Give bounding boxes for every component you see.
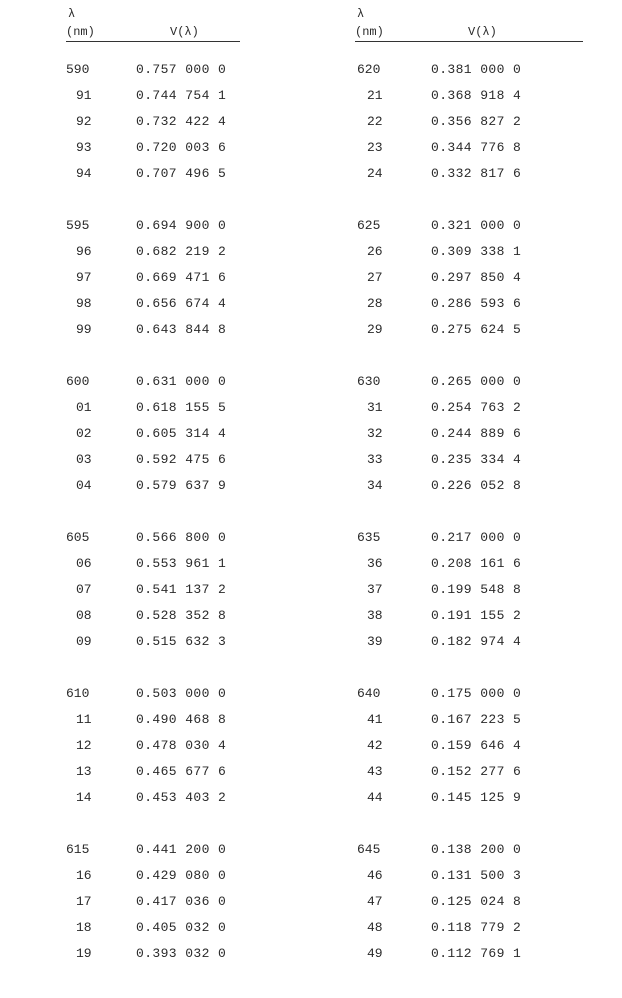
wavelength-cell: 99 [76, 322, 92, 337]
wavelength-cell: 635 [357, 530, 381, 545]
wavelength-cell: 44 [367, 790, 383, 805]
luminosity-value-cell: 0.553 961 1 [136, 556, 227, 571]
wavelength-cell: 36 [367, 556, 383, 571]
luminosity-value-cell: 0.125 024 8 [431, 894, 522, 909]
right-table-body [355, 62, 591, 998]
wavelength-cell: 33 [367, 452, 383, 467]
row-group [66, 686, 316, 816]
header-rule [66, 41, 240, 42]
wavelength-cell: 96 [76, 244, 92, 259]
table-row [66, 764, 316, 790]
table-row [66, 790, 316, 816]
wavelength-cell: 02 [76, 426, 92, 441]
wavelength-cell: 590 [66, 62, 90, 77]
luminosity-value-cell: 0.191 155 2 [431, 608, 522, 623]
table-row [66, 88, 316, 114]
luminosity-value-cell: 0.356 827 2 [431, 114, 522, 129]
unit-label: (nm) [66, 25, 95, 39]
table-row [355, 426, 591, 452]
value-label: V(λ) [170, 25, 199, 39]
lambda-symbol: λ [357, 7, 365, 21]
table-row [355, 712, 591, 738]
luminosity-value-cell: 0.490 468 8 [136, 712, 227, 727]
wavelength-cell: 42 [367, 738, 383, 753]
wavelength-cell: 595 [66, 218, 90, 233]
luminosity-value-cell: 0.208 161 6 [431, 556, 522, 571]
wavelength-cell: 615 [66, 842, 90, 857]
table-row [66, 478, 316, 504]
table-row [355, 114, 591, 140]
luminosity-value-cell: 0.453 403 2 [136, 790, 227, 805]
table-row [66, 296, 316, 322]
wavelength-cell: 32 [367, 426, 383, 441]
luminosity-value-cell: 0.152 277 6 [431, 764, 522, 779]
row-group [66, 374, 316, 504]
table-row [355, 530, 591, 556]
luminosity-value-cell: 0.226 052 8 [431, 478, 522, 493]
row-group [355, 374, 591, 504]
row-group [66, 218, 316, 348]
luminosity-value-cell: 0.159 646 4 [431, 738, 522, 753]
row-group [355, 62, 591, 192]
row-group [355, 842, 591, 972]
table-row [66, 556, 316, 582]
luminosity-value-cell: 0.669 471 6 [136, 270, 227, 285]
luminosity-value-cell: 0.199 548 8 [431, 582, 522, 597]
wavelength-cell: 29 [367, 322, 383, 337]
luminosity-value-cell: 0.566 800 0 [136, 530, 227, 545]
wavelength-cell: 31 [367, 400, 383, 415]
table-row [66, 322, 316, 348]
table-row [355, 686, 591, 712]
table-row [355, 634, 591, 660]
wavelength-cell: 34 [367, 478, 383, 493]
luminosity-value-cell: 0.732 422 4 [136, 114, 227, 129]
table-row [66, 140, 316, 166]
wavelength-cell: 14 [76, 790, 92, 805]
wavelength-cell: 03 [76, 452, 92, 467]
wavelength-cell: 46 [367, 868, 383, 883]
luminosity-value-cell: 0.441 200 0 [136, 842, 227, 857]
wavelength-cell: 43 [367, 764, 383, 779]
wavelength-cell: 24 [367, 166, 383, 181]
luminosity-value-cell: 0.118 779 2 [431, 920, 522, 935]
luminosity-value-cell: 0.720 003 6 [136, 140, 227, 155]
wavelength-cell: 92 [76, 114, 92, 129]
luminosity-value-cell: 0.182 974 4 [431, 634, 522, 649]
table-row [66, 582, 316, 608]
wavelength-cell: 37 [367, 582, 383, 597]
luminosity-value-cell: 0.167 223 5 [431, 712, 522, 727]
table-row [355, 62, 591, 88]
row-group [355, 218, 591, 348]
table-row [355, 244, 591, 270]
table-row [355, 140, 591, 166]
table-row [355, 400, 591, 426]
table-row [355, 582, 591, 608]
luminosity-value-cell: 0.368 918 4 [431, 88, 522, 103]
table-row [355, 478, 591, 504]
luminosity-value-cell: 0.515 632 3 [136, 634, 227, 649]
wavelength-cell: 610 [66, 686, 90, 701]
wavelength-cell: 21 [367, 88, 383, 103]
table-row [66, 842, 316, 868]
wavelength-cell: 48 [367, 920, 383, 935]
table-row [355, 270, 591, 296]
table-row [66, 426, 316, 452]
luminosity-value-cell: 0.528 352 8 [136, 608, 227, 623]
luminosity-value-cell: 0.405 032 0 [136, 920, 227, 935]
luminosity-value-cell: 0.332 817 6 [431, 166, 522, 181]
wavelength-cell: 640 [357, 686, 381, 701]
wavelength-cell: 625 [357, 218, 381, 233]
table-row [66, 166, 316, 192]
unit-label: (nm) [355, 25, 384, 39]
wavelength-cell: 09 [76, 634, 92, 649]
table-row [355, 452, 591, 478]
table-row [355, 322, 591, 348]
wavelength-cell: 49 [367, 946, 383, 961]
luminosity-value-cell: 0.131 500 3 [431, 868, 522, 883]
wavelength-cell: 11 [76, 712, 92, 727]
wavelength-cell: 91 [76, 88, 92, 103]
wavelength-cell: 97 [76, 270, 92, 285]
table-row [66, 218, 316, 244]
wavelength-cell: 19 [76, 946, 92, 961]
luminosity-value-cell: 0.381 000 0 [431, 62, 522, 77]
luminosity-value-cell: 0.175 000 0 [431, 686, 522, 701]
right-table-header [355, 7, 591, 43]
wavelength-cell: 39 [367, 634, 383, 649]
luminosity-value-cell: 0.579 637 9 [136, 478, 227, 493]
header-rule [355, 41, 583, 42]
luminosity-value-cell: 0.605 314 4 [136, 426, 227, 441]
wavelength-cell: 22 [367, 114, 383, 129]
luminosity-value-cell: 0.275 624 5 [431, 322, 522, 337]
luminosity-value-cell: 0.417 036 0 [136, 894, 227, 909]
table-row [66, 400, 316, 426]
table-row [355, 868, 591, 894]
luminosity-value-cell: 0.682 219 2 [136, 244, 227, 259]
table-row [66, 244, 316, 270]
wavelength-cell: 17 [76, 894, 92, 909]
table-row [66, 270, 316, 296]
luminosity-value-cell: 0.344 776 8 [431, 140, 522, 155]
table-row [66, 894, 316, 920]
wavelength-cell: 23 [367, 140, 383, 155]
wavelength-cell: 06 [76, 556, 92, 571]
wavelength-cell: 94 [76, 166, 92, 181]
row-group [66, 62, 316, 192]
table-row [355, 166, 591, 192]
left-table-header [66, 7, 316, 43]
wavelength-cell: 18 [76, 920, 92, 935]
luminosity-value-cell: 0.707 496 5 [136, 166, 227, 181]
table-row [355, 218, 591, 244]
wavelength-cell: 93 [76, 140, 92, 155]
table-row [66, 634, 316, 660]
table-row [355, 894, 591, 920]
luminosity-value-cell: 0.309 338 1 [431, 244, 522, 259]
table-row [355, 842, 591, 868]
table-row [66, 686, 316, 712]
table-row [355, 738, 591, 764]
luminosity-value-cell: 0.429 080 0 [136, 868, 227, 883]
luminosity-value-cell: 0.138 200 0 [431, 842, 522, 857]
row-group [66, 842, 316, 972]
table-row [355, 374, 591, 400]
table-row [355, 920, 591, 946]
table-row [66, 452, 316, 478]
wavelength-cell: 12 [76, 738, 92, 753]
luminosity-value-cell: 0.217 000 0 [431, 530, 522, 545]
luminosity-value-cell: 0.112 769 1 [431, 946, 522, 961]
luminosity-value-cell: 0.643 844 8 [136, 322, 227, 337]
wavelength-cell: 28 [367, 296, 383, 311]
table-row [355, 88, 591, 114]
luminosity-value-cell: 0.757 000 0 [136, 62, 227, 77]
luminosity-value-cell: 0.656 674 4 [136, 296, 227, 311]
wavelength-cell: 13 [76, 764, 92, 779]
wavelength-cell: 98 [76, 296, 92, 311]
wavelength-cell: 605 [66, 530, 90, 545]
wavelength-cell: 08 [76, 608, 92, 623]
table-row [355, 556, 591, 582]
luminosity-value-cell: 0.145 125 9 [431, 790, 522, 805]
wavelength-cell: 47 [367, 894, 383, 909]
luminosity-value-cell: 0.744 754 1 [136, 88, 227, 103]
table-row [66, 530, 316, 556]
wavelength-cell: 600 [66, 374, 90, 389]
luminosity-value-cell: 0.503 000 0 [136, 686, 227, 701]
table-row [66, 946, 316, 972]
luminosity-value-cell: 0.465 677 6 [136, 764, 227, 779]
wavelength-cell: 26 [367, 244, 383, 259]
table-row [355, 790, 591, 816]
wavelength-cell: 04 [76, 478, 92, 493]
luminosity-value-cell: 0.286 593 6 [431, 296, 522, 311]
table-row [66, 712, 316, 738]
luminosity-value-cell: 0.631 000 0 [136, 374, 227, 389]
luminosity-value-cell: 0.254 763 2 [431, 400, 522, 415]
luminosity-value-cell: 0.541 137 2 [136, 582, 227, 597]
wavelength-cell: 27 [367, 270, 383, 285]
table-row [66, 114, 316, 140]
left-table-body [66, 62, 316, 998]
table-row [355, 608, 591, 634]
table-row [355, 946, 591, 972]
row-group [355, 686, 591, 816]
table-row [355, 296, 591, 322]
wavelength-cell: 07 [76, 582, 92, 597]
table-row [66, 374, 316, 400]
luminosity-value-cell: 0.265 000 0 [431, 374, 522, 389]
luminosity-value-cell: 0.478 030 4 [136, 738, 227, 753]
lambda-symbol: λ [68, 7, 76, 21]
luminosity-value-cell: 0.592 475 6 [136, 452, 227, 467]
luminosity-value-cell: 0.244 889 6 [431, 426, 522, 441]
luminosity-value-cell: 0.321 000 0 [431, 218, 522, 233]
luminosity-value-cell: 0.393 032 0 [136, 946, 227, 961]
wavelength-cell: 645 [357, 842, 381, 857]
row-group [66, 530, 316, 660]
wavelength-cell: 41 [367, 712, 383, 727]
table-row [66, 868, 316, 894]
luminosity-value-cell: 0.297 850 4 [431, 270, 522, 285]
luminosity-value-cell: 0.694 900 0 [136, 218, 227, 233]
table-row [355, 764, 591, 790]
table-row [66, 738, 316, 764]
table-row [66, 608, 316, 634]
row-group [355, 530, 591, 660]
luminosity-value-cell: 0.235 334 4 [431, 452, 522, 467]
wavelength-cell: 630 [357, 374, 381, 389]
wavelength-cell: 16 [76, 868, 92, 883]
luminosity-value-cell: 0.618 155 5 [136, 400, 227, 415]
wavelength-cell: 620 [357, 62, 381, 77]
wavelength-cell: 38 [367, 608, 383, 623]
table-row [66, 920, 316, 946]
wavelength-cell: 01 [76, 400, 92, 415]
value-label: V(λ) [468, 25, 497, 39]
table-row [66, 62, 316, 88]
